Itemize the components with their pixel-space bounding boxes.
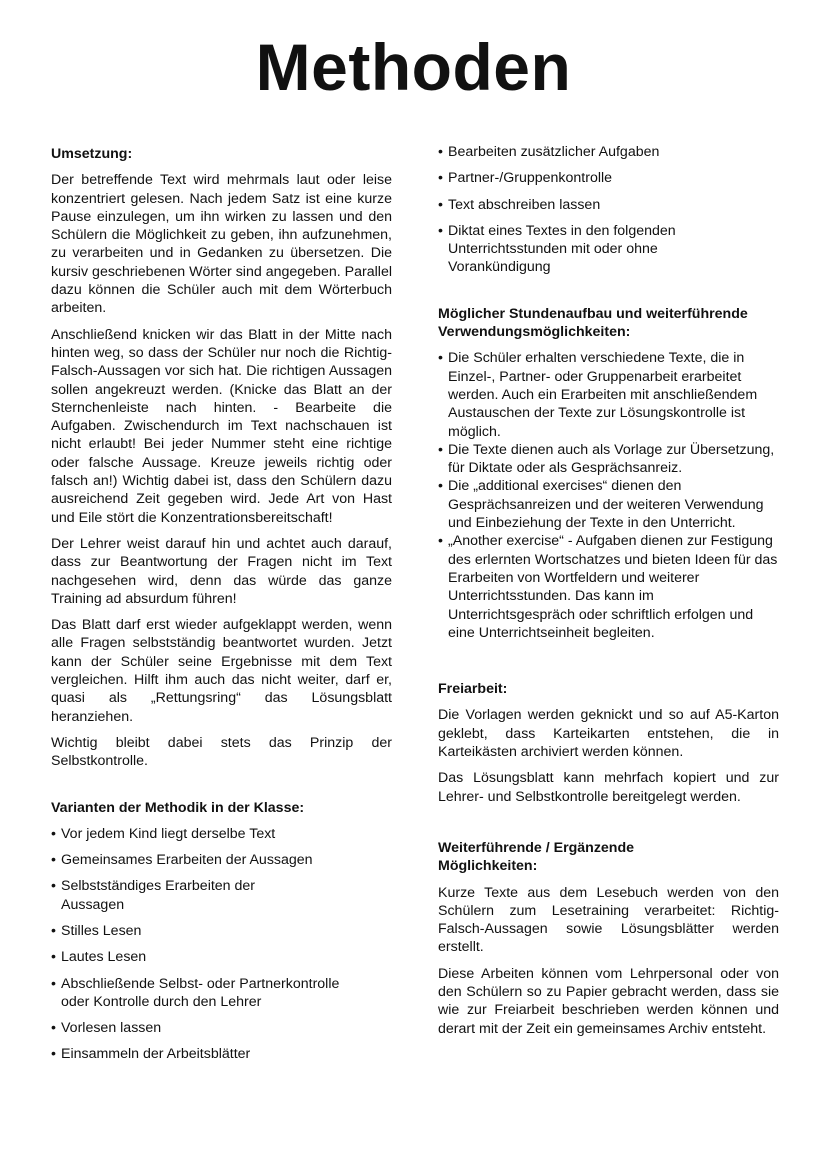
list-item: • Selbstständiges Erarbeiten der Aussagen <box>51 877 392 914</box>
paragraph: Das Lösungsblatt kann mehrfach kopiert und zur Lehrer- und Selbstkontrolle bereitgelegt werden. <box>438 770 779 805</box>
section-varianten <box>51 799 392 1064</box>
list-item: • Lautes Lesen <box>51 948 392 966</box>
bullet-list <box>51 825 392 1064</box>
list-item: • Vorlesen lassen <box>51 1019 392 1037</box>
paragraph: Das Blatt darf erst wieder aufgeklappt werden, wenn alle Fragen selbstständig beantwortet wurden. Jetzt kann der Schüler seine Ergebnisse mit dem Text vergleichen. Hilft ihm auch das nicht weiter, darf er, quasi als „Rettungsring“ das Lösungsblatt heranziehen. <box>51 617 392 725</box>
paragraph: Anschließend knicken wir das Blatt in der Mitte nach hinten weg, so dass der Schüler nur noch die Richtig-Falsch-Aussagen vor sich hat. Die richtigen Aussagen sollen angekreuzt werden. (Knicke das Blatt an der Sternchenleiste nach hinten. - Bearbeite die Aufgaben. Zwischendurch im Text nachschauen ist nicht erlaubt! Bei jeder Nummer steht eine richtige oder falsche Aussage. Kreuze jeweils richtig oder falsch an!) Wichtig dabei ist, dass den Schülern dazu ausreichend Zeit gegeben wird. Jede Art von Hast und Eile stört die Konzentrationsbereitschaft! <box>51 326 392 526</box>
section-heading-weiterfuehrend: Weiterführende / Ergänzende Möglichkeiten: <box>438 839 635 875</box>
paragraph: Wichtig bleibt dabei stets das Prinzip der Selbstkontrolle. <box>51 734 392 770</box>
bullet-list <box>438 349 779 642</box>
list-item: • Die Schüler erhalten verschiedene Texte, die in Einzel-, Partner- oder Gruppenarbeit erarbeitet werden. Auch ein Erarbeiten mit anschließendem Austauschen der Texte zur Lösungskontrolle ist möglich. <box>438 349 779 440</box>
list-item: • Partner-/Gruppenkontrolle <box>438 169 779 187</box>
list-item: • Die Texte dienen auch als Vorlage zur Übersetzung, für Diktate oder als Gesprächsanreiz. <box>438 441 779 478</box>
list-item: • Bearbeiten zusätzlicher Aufgaben <box>438 143 779 161</box>
paragraph: Die Vorlagen werden geknickt und so auf A5-Karton geklebt, dass Karteikarten entstehen, die in Karteikästen archiviert werden können. <box>438 707 779 761</box>
list-item: • Stilles Lesen <box>51 922 392 940</box>
spacer <box>438 642 779 680</box>
section-heading-umsetzung: Umsetzung: <box>51 146 133 162</box>
section-weiterfuehrend <box>438 839 779 1038</box>
list-item: • Abschließende Selbst- oder Partnerkontrolle oder Kontrolle durch den Lehrer <box>51 975 392 1012</box>
paragraph: Der Lehrer weist darauf hin und achtet auch darauf, dass zur Beantwortung der Fragen nicht im Text nachgesehen wird, denn das würde das ganze Training ad absurdum führen! <box>51 535 392 607</box>
section-heading-freiarbeit: Freiarbeit: <box>438 681 508 698</box>
right-column <box>438 143 779 1038</box>
spacer <box>51 771 392 799</box>
list-item: • Diktat eines Textes in den folgenden Unterrichtsstunden mit oder ohne Vorankündigung <box>438 222 779 277</box>
list-item: • Vor jedem Kind liegt derselbe Text <box>51 825 392 843</box>
section-stundenaufbau <box>438 305 779 642</box>
paragraph: Der betreffende Text wird mehrmals laut oder leise konzentriert gelesen. Nach jedem Satz ist eine kurze Pause einzulegen, um ihn wirken zu lassen und den Schülern die Möglichkeit zu geben, ihn aufzunehmen, zu verarbeiten und in Gedanken zu übersetzen. Die kursiv geschriebenen Wörter sind angegeben. Parallel dazu können die Schüler auch mit dem Wörterbuch arbeiten. <box>51 172 392 317</box>
paragraph: Kurze Texte aus dem Lesebuch werden von den Schülern zum Lesetraining verarbeitet: Richtig-Falsch-Aussagen sowie Lösungsblätter werden erstellt. <box>438 884 779 956</box>
page-title: Methoden <box>255 30 572 104</box>
left-column <box>51 145 392 1072</box>
bullet-list-continued <box>438 143 779 277</box>
list-item: • Die „additional exercises“ dienen den Gesprächsanreizen und der weiteren Verwendung und Einbeziehung der Texte in den Unterricht. <box>438 477 779 532</box>
list-item: • Text abschreiben lassen <box>438 196 779 214</box>
section-freiarbeit <box>438 680 779 806</box>
spacer <box>438 277 779 305</box>
paragraph: Diese Arbeiten können vom Lehrpersonal oder von den Schülern so zu Papier gebracht werden, dass sie wie zur Freiarbeit beschrieben werden können und derart mit der Zeit ein gemeinsames Archiv entsteht. <box>438 965 779 1037</box>
list-item: • Einsammeln der Arbeitsblätter <box>51 1045 392 1063</box>
section-heading-stundenaufbau: Möglicher Stundenaufbau und weiterführende Verwendungsmöglichkeiten: <box>438 305 748 341</box>
list-item: • Gemeinsames Erarbeiten der Aussagen <box>51 851 392 869</box>
list-item: • „Another exercise“ - Aufgaben dienen zur Festigung des erlernten Wortschatzes und bieten Ideen für das Erarbeiten von Wortfeldern und weiterer Unterrichtsstunden. Das kann im Unterrichtsgespräch oder schriftlich erfolgen und eine Unterrichtseinheit begleiten. <box>438 532 779 642</box>
spacer <box>438 806 779 839</box>
section-umsetzung <box>51 145 392 771</box>
section-heading-varianten: Varianten der Methodik in der Klasse: <box>51 799 305 816</box>
